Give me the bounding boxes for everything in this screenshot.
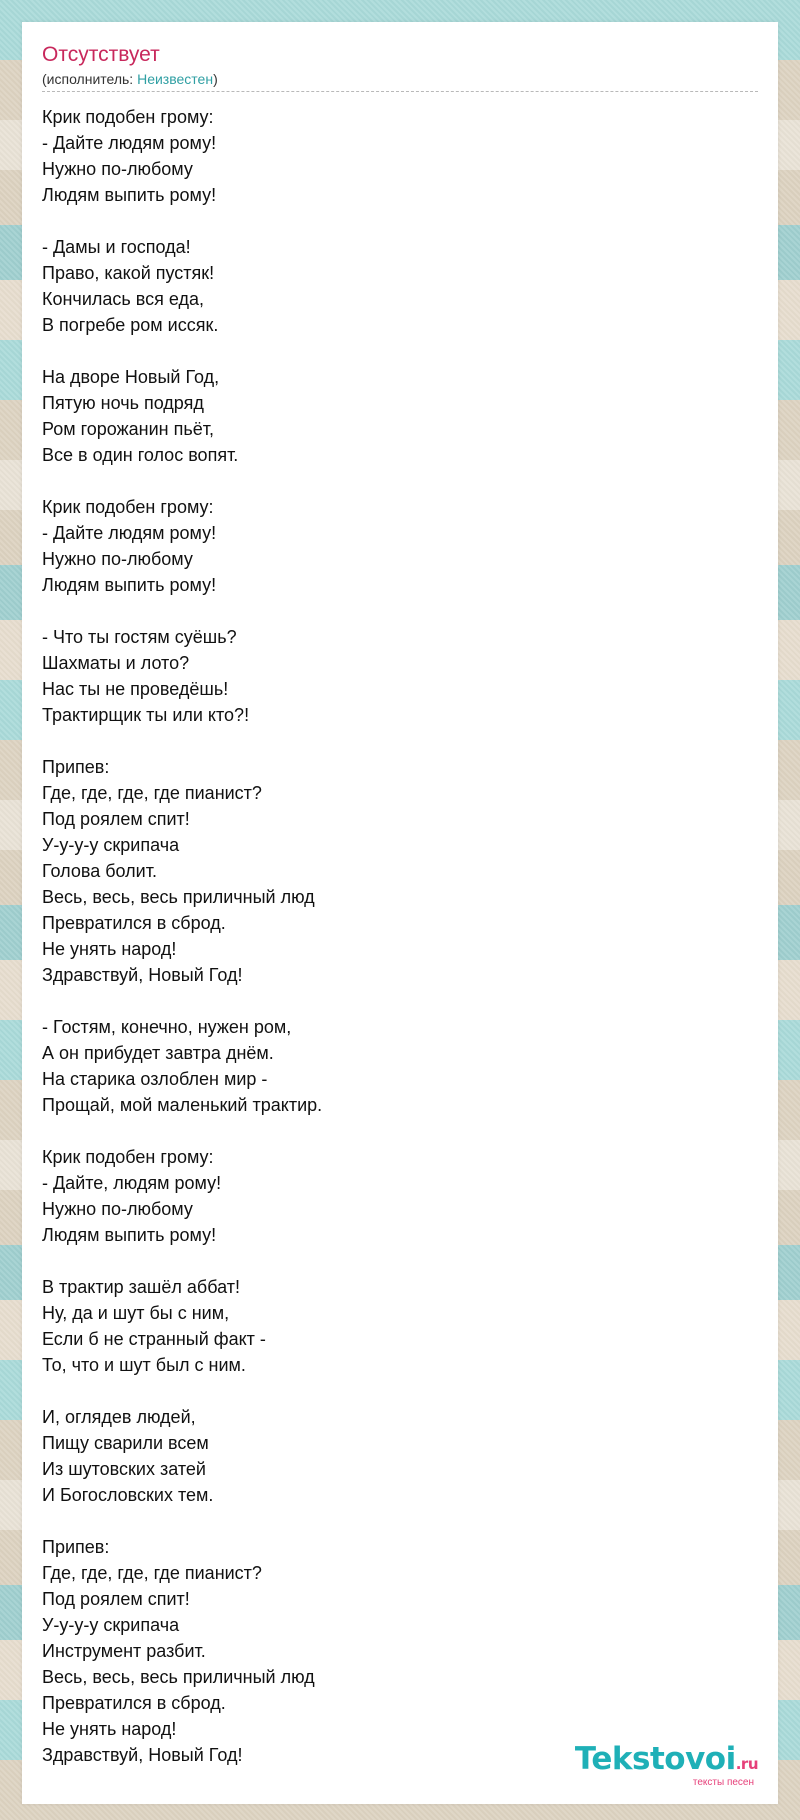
lyrics-stanza <box>42 754 758 988</box>
logo-main-text: Tekstovoi <box>574 1741 736 1777</box>
lyrics-line: Крик подобен грому: <box>42 497 214 517</box>
lyrics-stanza <box>42 364 758 468</box>
lyrics-line: Нас ты не проведёшь! <box>42 679 229 699</box>
lyrics-line: Припев: <box>42 757 110 777</box>
lyrics-line: У-у-у-у скрипача <box>42 835 180 855</box>
song-title: Отсутствует <box>42 43 160 66</box>
logo-domain: .ru <box>735 1755 758 1773</box>
lyrics-line: Здравствуй, Новый Год! <box>42 1745 243 1765</box>
artist-prefix: (исполнитель: <box>42 71 138 87</box>
lyrics-line: На дворе Новый Год, <box>42 367 220 387</box>
lyrics-line: Шахматы и лото? <box>42 653 190 673</box>
logo-subtitle: тексты песен <box>692 1777 754 1788</box>
lyrics-line: Под роялем спит! <box>42 1589 190 1609</box>
lyrics-line: - Дайте, людям рому! <box>42 1173 222 1193</box>
artist-suffix: ) <box>213 71 218 87</box>
lyrics-stanza <box>42 104 758 208</box>
lyrics-line: Под роялем спит! <box>42 809 190 829</box>
lyrics-line: У-у-у-у скрипача <box>42 1615 180 1635</box>
lyrics-line: В погребе ром иссяк. <box>42 315 219 335</box>
lyrics-body <box>42 104 758 1768</box>
lyrics-line: Нужно по-любому <box>42 549 193 569</box>
lyrics-line: Здравствуй, Новый Год! <box>42 965 243 985</box>
lyrics-line: - Дамы и господа! <box>42 237 191 257</box>
lyrics-line: Весь, весь, весь приличный люд <box>42 887 315 907</box>
lyrics-stanza <box>42 494 758 598</box>
lyrics-stanza <box>42 1014 758 1118</box>
lyrics-line: Не унять народ! <box>42 939 177 959</box>
lyrics-line: - Что ты гостям суёшь? <box>42 627 237 647</box>
lyrics-line: - Дайте людям рому! <box>42 133 217 153</box>
lyrics-line: На старика озлоблен мир - <box>42 1069 268 1089</box>
lyrics-line: Припев: <box>42 1537 110 1557</box>
lyrics-line: Пищу сварили всем <box>42 1433 209 1453</box>
lyrics-line: Если б не странный факт - <box>42 1329 266 1349</box>
lyrics-line: Где, где, где, где пианист? <box>42 783 262 803</box>
lyrics-line: Ну, да и шут бы с ним, <box>42 1303 230 1323</box>
lyrics-card <box>22 22 778 1804</box>
lyrics-line: В трактир зашёл аббат! <box>42 1277 240 1297</box>
lyrics-line: Не унять народ! <box>42 1719 177 1739</box>
logo-wordmark <box>575 1743 758 1780</box>
lyrics-line: И Богословских тем. <box>42 1485 214 1505</box>
lyrics-line: То, что и шут был с ним. <box>42 1355 246 1375</box>
lyrics-line: Где, где, где, где пианист? <box>42 1563 262 1583</box>
lyrics-line: Людям выпить рому! <box>42 575 217 595</box>
lyrics-line: Крик подобен грому: <box>42 1147 214 1167</box>
lyrics-stanza <box>42 1274 758 1378</box>
lyrics-line: Ром горожанин пьёт, <box>42 419 214 439</box>
lyrics-line: Прощай, мой маленький трактир. <box>42 1095 323 1115</box>
lyrics-line: Людям выпить рому! <box>42 1225 217 1245</box>
lyrics-line: Голова болит. <box>42 861 157 881</box>
site-logo[interactable] <box>575 1743 758 1788</box>
lyrics-line: Из шутовских затей <box>42 1459 206 1479</box>
lyrics-line: Все в один голос вопят. <box>42 445 239 465</box>
lyrics-line: Превратился в сброд. <box>42 913 226 933</box>
lyrics-line: Людям выпить рому! <box>42 185 217 205</box>
artist-link[interactable]: Неизвестен <box>137 71 214 87</box>
lyrics-stanza <box>42 1534 758 1768</box>
song-header <box>42 42 758 92</box>
lyrics-line: Весь, весь, весь приличный люд <box>42 1667 315 1687</box>
lyrics-line: Кончилась вся еда, <box>42 289 204 309</box>
lyrics-line: Инструмент разбит. <box>42 1641 206 1661</box>
lyrics-line: Крик подобен грому: <box>42 107 214 127</box>
lyrics-line: Превратился в сброд. <box>42 1693 226 1713</box>
lyrics-line: - Гостям, конечно, нужен ром, <box>42 1017 292 1037</box>
lyrics-line: А он прибудет завтра днём. <box>42 1043 274 1063</box>
lyrics-line: Нужно по-любому <box>42 1199 193 1219</box>
lyrics-line: Трактирщик ты или кто?! <box>42 705 250 725</box>
lyrics-line: И, оглядев людей, <box>42 1407 196 1427</box>
lyrics-line: Право, какой пустяк! <box>42 263 215 283</box>
lyrics-stanza <box>42 624 758 728</box>
lyrics-line: Нужно по-любому <box>42 159 193 179</box>
lyrics-stanza <box>42 1404 758 1508</box>
lyrics-line: - Дайте людям рому! <box>42 523 217 543</box>
lyrics-stanza <box>42 234 758 338</box>
artist-line <box>42 70 758 88</box>
lyrics-stanza <box>42 1144 758 1248</box>
lyrics-line: Пятую ночь подряд <box>42 393 204 413</box>
